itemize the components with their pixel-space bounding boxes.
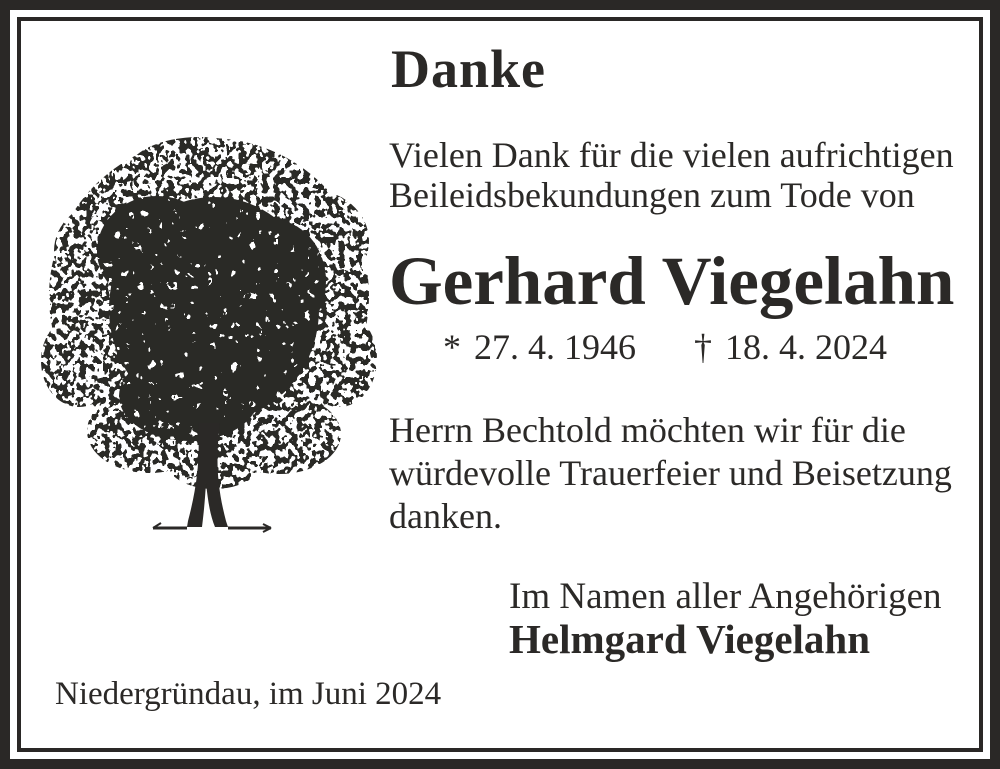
birth-date: 27. 4. 1946 bbox=[474, 327, 636, 367]
intro-paragraph bbox=[389, 135, 954, 215]
inner-border-frame bbox=[17, 17, 983, 752]
closing-line: Im Namen aller Angehörigen bbox=[509, 576, 942, 617]
death-date-group bbox=[694, 327, 887, 367]
thanks-line-3: danken. bbox=[389, 496, 502, 536]
deceased-name: Gerhard Viegelahn bbox=[389, 243, 955, 319]
death-date: 18. 4. 2024 bbox=[725, 327, 887, 367]
life-dates bbox=[389, 327, 941, 367]
closing-block bbox=[509, 576, 942, 660]
death-cross-symbol: † bbox=[694, 327, 712, 367]
birth-date-group bbox=[443, 327, 636, 367]
intro-line-2: Beileidsbekundungen zum Tode von bbox=[389, 175, 915, 215]
page-title: Danke bbox=[391, 39, 547, 99]
signature-name: Helmgard Viegelahn bbox=[509, 616, 871, 662]
place-date: Niedergründau, im Juni 2024 bbox=[55, 676, 442, 712]
thanks-line-2: würdevolle Trauerfeier und Beisetzung bbox=[389, 453, 952, 493]
birth-star-symbol: * bbox=[443, 327, 461, 367]
tree-illustration bbox=[39, 131, 379, 561]
thanks-paragraph bbox=[389, 409, 952, 538]
intro-line-1: Vielen Dank für die vielen aufrichtigen bbox=[389, 135, 954, 175]
thanks-line-1: Herrn Bechtold möchten wir für die bbox=[389, 410, 906, 450]
